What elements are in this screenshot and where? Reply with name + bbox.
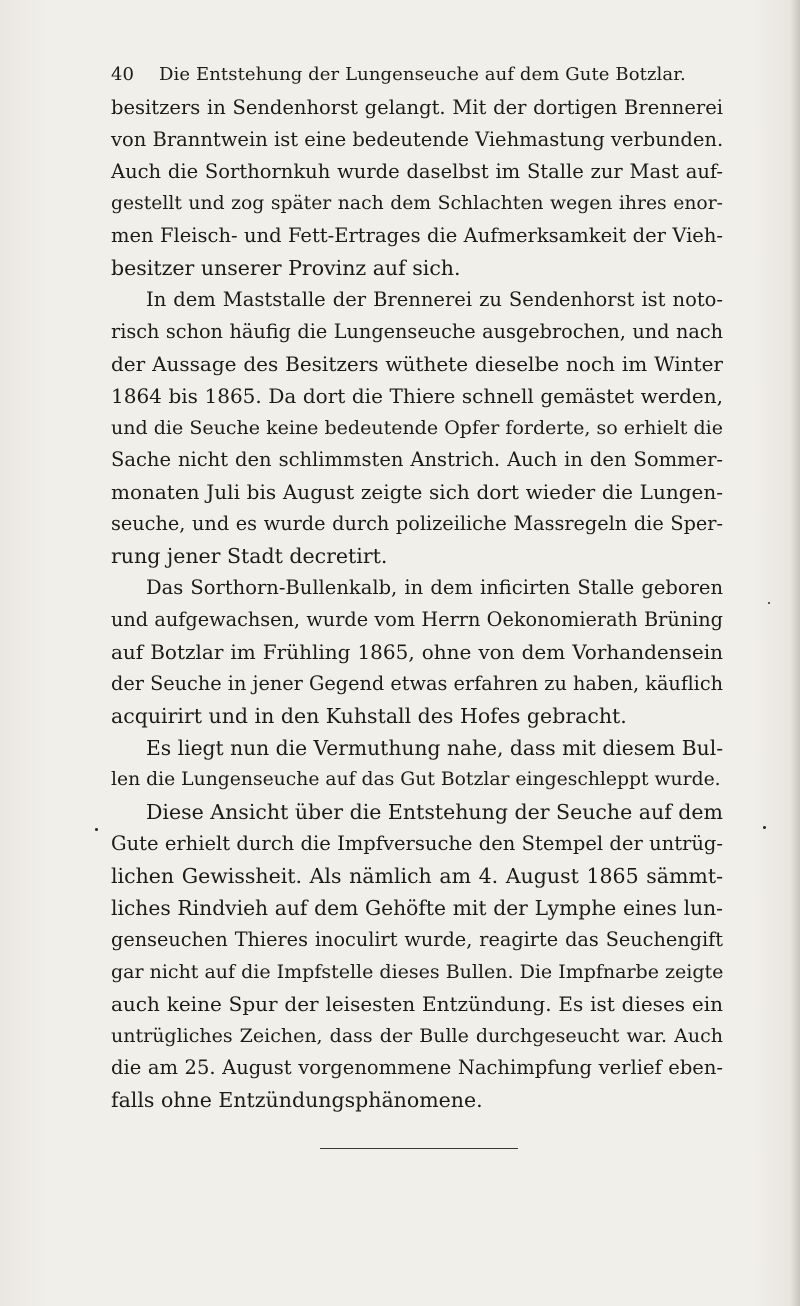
text-line: Diese Ansicht über die Entstehung der Seuche auf dem: [146, 800, 723, 824]
text-line: Das Sorthorn-Bullenkalb, in dem inficirten Stalle geboren: [146, 576, 723, 599]
paper-speck: [768, 602, 770, 604]
text-line: auf Botzlar im Frühling 1865, ohne von dem Vorhandensein: [111, 640, 723, 664]
text-line: monaten Juli bis August zeigte sich dort wieder die Lungen-: [111, 480, 723, 504]
text-line: besitzers in Sendenhorst gelangt. Mit der dortigen Brennerei: [111, 96, 723, 119]
text-line: In dem Maststalle der Brennerei zu Sendenhorst ist noto-: [146, 288, 723, 311]
text-line: Gute erhielt durch die Impfversuche den Stempel der untrüg-: [111, 832, 723, 855]
text-line: gestellt und zog später nach dem Schlachten wegen ihres enor-: [111, 193, 723, 214]
text-line: besitzer unserer Provinz auf sich.: [111, 256, 461, 280]
paper-speck: [763, 826, 766, 829]
text-line: len die Lungenseuche auf das Gut Botzlar eingeschleppt wurde.: [111, 769, 721, 790]
text-line: und aufgewachsen, wurde vom Herrn Oekonomierath Brüning: [111, 608, 723, 631]
page-number: 40: [111, 64, 135, 85]
text-line: seuche, und es wurde durch polizeiliche Massregeln die Sper-: [111, 512, 723, 535]
text-line: rung jener Stadt decretirt.: [111, 544, 388, 568]
text-line: men Fleisch- und Fett-Ertrages die Aufmerksamkeit der Vieh-: [111, 224, 723, 247]
text-line: Es liegt nun die Vermuthung nahe, dass mit diesem Bul-: [146, 736, 724, 760]
text-line: und die Seuche keine bedeutende Opfer forderte, so erhielt die: [111, 417, 723, 439]
running-title: Die Entstehung der Lungenseuche auf dem Gute Botzlar.: [159, 64, 686, 85]
text-line: risch schon häufig die Lungenseuche ausgebrochen, und nach: [111, 320, 723, 343]
text-line: genseuchen Thieres inoculirt wurde, reagirte das Seuchengift: [111, 928, 723, 951]
text-line: gar nicht auf die Impfstelle dieses Bullen. Die Impfnarbe zeigte: [111, 961, 724, 983]
running-head: [111, 64, 711, 94]
page-edge-shadow: [790, 0, 800, 1306]
body-text: [111, 92, 723, 1116]
text-line: lichen Gewissheit. Als nämlich am 4. August 1865 sämmt-: [111, 864, 723, 888]
text-line: acquirirt und in den Kuhstall des Hofes gebracht.: [111, 704, 627, 728]
text-line: die am 25. August vorgenommene Nachimpfung verlief eben-: [111, 1056, 723, 1079]
text-line: Auch die Sorthornkuh wurde daselbst im Stalle zur Mast auf-: [111, 160, 723, 183]
text-line: falls ohne Entzündungsphänomene.: [111, 1088, 483, 1112]
text-line: 1864 bis 1865. Da dort die Thiere schnell gemästet werden,: [111, 384, 723, 408]
text-line: Sache nicht den schlimmsten Anstrich. Auch in den Sommer-: [111, 448, 723, 471]
text-line: auch keine Spur der leisesten Entzündung. Es ist dieses ein: [111, 992, 723, 1016]
text-line: von Branntwein ist eine bedeutende Viehmastung verbunden.: [111, 128, 724, 151]
end-rule: [320, 1148, 518, 1149]
text-line: der Aussage des Besitzers wüthete dieselbe noch im Winter: [111, 352, 723, 376]
text-line: liches Rindvieh auf dem Gehöfte mit der Lymphe eines lun-: [111, 896, 723, 920]
paper-speck: [95, 828, 98, 831]
text-line: untrügliches Zeichen, dass der Bulle durchgeseucht war. Auch: [111, 1025, 723, 1047]
text-line: der Seuche in jener Gegend etwas erfahren zu haben, käuflich: [111, 672, 723, 695]
